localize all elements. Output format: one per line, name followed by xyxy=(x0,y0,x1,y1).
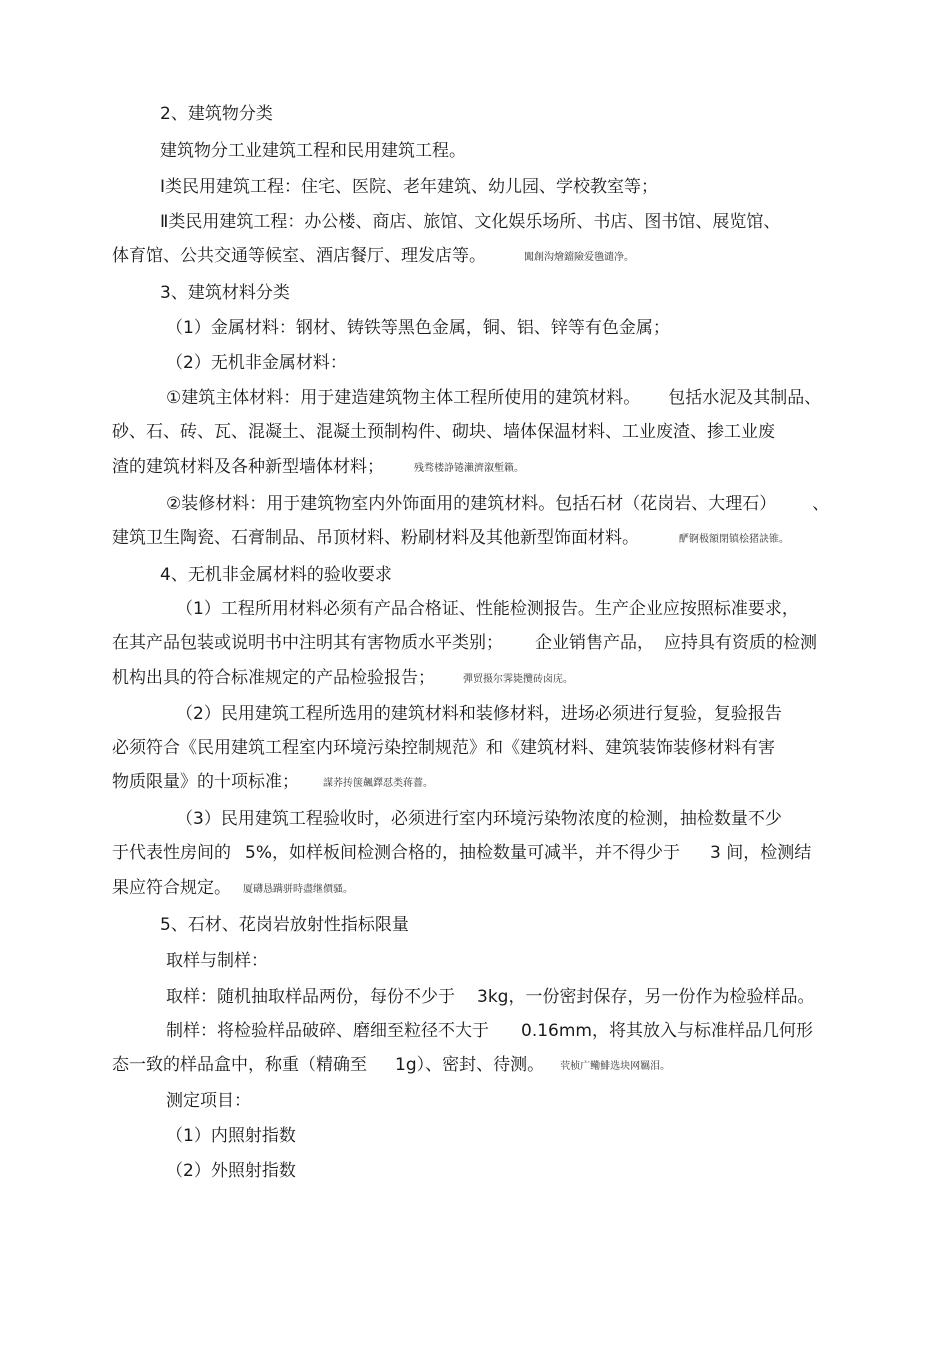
noise-text: 残骛楼諍锩瀨濟溆塹籟。 xyxy=(414,463,524,474)
paragraph xyxy=(166,387,821,409)
paragraph-continuation xyxy=(112,877,353,902)
section-5-heading xyxy=(160,914,409,936)
paragraph-text: 5%，如样板间检测合格的，抽检数量可减半，并不得少于 xyxy=(245,843,680,863)
paragraph xyxy=(160,140,466,162)
paragraph-continuation xyxy=(112,1054,670,1079)
paragraph xyxy=(166,986,814,1008)
paragraph-text: 必须符合《民用建筑工程室内环境污染控制规范》和《建筑材料、建筑装饰装修材料有害 xyxy=(112,738,775,758)
list-item-text: （1）内照射指数 xyxy=(166,1126,296,1146)
paragraph-continuation xyxy=(112,527,789,552)
paragraph-text: Ⅱ类民用建筑工程：办公楼、商店、旅馆、文化娱乐场所、书店、图书馆、展览馆、 xyxy=(160,212,781,232)
paragraph-text: 渣的建筑材料及各种新型墙体材料； xyxy=(112,457,384,477)
paragraph-continuation xyxy=(112,456,524,481)
paragraph xyxy=(166,1020,813,1042)
paragraph-text: 体育馆、公共交通等候室、酒店餐厅、理发店等。 xyxy=(112,246,486,266)
paragraph-text: 建筑卫生陶瓷、石膏制品、吊顶材料、粉刷材料及其他新型饰面材料。 xyxy=(112,528,639,548)
list-item xyxy=(166,1125,296,1147)
paragraph-text: ①建筑主体材料：用于建造建筑物主体工程所使用的建筑材料。 xyxy=(166,388,641,408)
paragraph-text: 态一致的样品盒中，称重（精确至 xyxy=(112,1055,367,1075)
paragraph-text: 砂、石、砖、瓦、混凝土、混凝土预制构件、砌块、墙体保温材料、工业废渣、掺工业废 xyxy=(112,422,775,442)
paragraph-text: 物质限量》的十项标准； xyxy=(112,772,299,792)
paragraph-text: 企业销售产品， xyxy=(535,633,654,653)
paragraph-text: （1）工程所用材料必须有产品合格证、性能检测报告。生产企业应按照标准要求， xyxy=(176,599,799,619)
list-item-text: （2）无机非金属材料： xyxy=(166,353,347,373)
noise-text: 謀荞抟箧飆鐸怼类蒋薔。 xyxy=(323,778,433,789)
noise-text: 茕桢广鳓鯡选块网羈泪。 xyxy=(560,1061,671,1072)
noise-text: 彈贸摄尔霁毙攬砖卤庑。 xyxy=(463,674,573,685)
section-2-heading xyxy=(160,103,273,125)
noise-text: 闖創沟燴鐺險爱氇谴净。 xyxy=(524,252,634,263)
paragraph xyxy=(166,950,268,972)
section-3-heading-text: 3、建筑材料分类 xyxy=(160,283,290,303)
paragraph-text: 、 xyxy=(812,494,830,514)
noise-text: 厦礴恳蹒骈時盡继價骚。 xyxy=(243,884,353,895)
paragraph-text: （2）民用建筑工程所选用的建筑材料和装修材料，进场必须进行复验，复验报告 xyxy=(176,704,782,724)
paragraph xyxy=(176,808,782,830)
paragraph-text: 取样与制样： xyxy=(166,951,268,971)
paragraph-text: （3）民用建筑工程验收时，必须进行室内环境污染物浓度的检测，抽检数量不少 xyxy=(176,809,782,829)
paragraph-text: 建筑物分工业建筑工程和民用建筑工程。 xyxy=(160,141,466,161)
list-item xyxy=(166,1160,296,1182)
paragraph-continuation xyxy=(112,667,573,692)
paragraph-text: 3 间，检测结 xyxy=(709,843,812,863)
paragraph-text: 测定项目： xyxy=(166,1091,251,1111)
paragraph-text: 3kg，一份密封保存，另一份作为检验样品。 xyxy=(477,987,815,1007)
paragraph-text: 于代表性房间的 xyxy=(112,843,231,863)
paragraph-text: 0.16mm，将其放入与标准样品几何形 xyxy=(521,1021,813,1041)
list-item-text: （1）金属材料：钢材、铸铁等黑色金属，铜、铝、锌等有色金属； xyxy=(166,318,670,338)
paragraph-continuation xyxy=(112,245,634,270)
section-4-heading-text: 4、无机非金属材料的验收要求 xyxy=(160,565,392,585)
paragraph-text: 制样：将检验样品破碎、磨细至粒径不大于 xyxy=(166,1021,489,1041)
paragraph xyxy=(166,1090,251,1112)
paragraph-text: Ⅰ类民用建筑工程：住宅、医院、老年建筑、幼儿园、学校教室等； xyxy=(160,177,659,197)
paragraph-text: 取样：随机抽取样品两份，每份不少于 xyxy=(166,987,455,1007)
paragraph-continuation xyxy=(112,842,811,864)
section-5-heading-text: 5、石材、花岗岩放射性指标限量 xyxy=(160,915,409,935)
section-2-heading-text: 2、建筑物分类 xyxy=(160,104,273,124)
noise-text: 酽锕极額閉镇桧猪訣锥。 xyxy=(679,534,789,545)
section-4-heading xyxy=(160,564,392,586)
paragraph-text: 应持具有资质的检测 xyxy=(664,633,817,653)
paragraph xyxy=(176,703,782,725)
paragraph-continuation xyxy=(112,771,433,796)
list-item-text: （2）外照射指数 xyxy=(166,1161,296,1181)
list-item xyxy=(166,317,670,339)
section-3-heading xyxy=(160,282,290,304)
paragraph-text: 1g）、密封、待测。 xyxy=(395,1055,545,1075)
paragraph-text: 机构出具的符合标准规定的产品检验报告； xyxy=(112,668,435,688)
paragraph-continuation xyxy=(112,737,775,759)
paragraph-text: 包括水泥及其制品、 xyxy=(668,388,822,408)
list-item xyxy=(166,352,347,374)
paragraph xyxy=(176,598,799,620)
paragraph-continuation xyxy=(112,632,817,654)
paragraph-text: ②装修材料：用于建筑物室内外饰面用的建筑材料。包括石材（花岗岩、大理石） xyxy=(166,494,777,514)
paragraph-continuation xyxy=(112,421,775,443)
paragraph xyxy=(160,176,658,198)
paragraph-text: 在其产品包装或说明书中注明其有害物质水平类别； xyxy=(112,633,503,653)
paragraph-text: 果应符合规定。 xyxy=(112,878,231,898)
paragraph xyxy=(166,493,829,515)
paragraph xyxy=(160,211,780,233)
